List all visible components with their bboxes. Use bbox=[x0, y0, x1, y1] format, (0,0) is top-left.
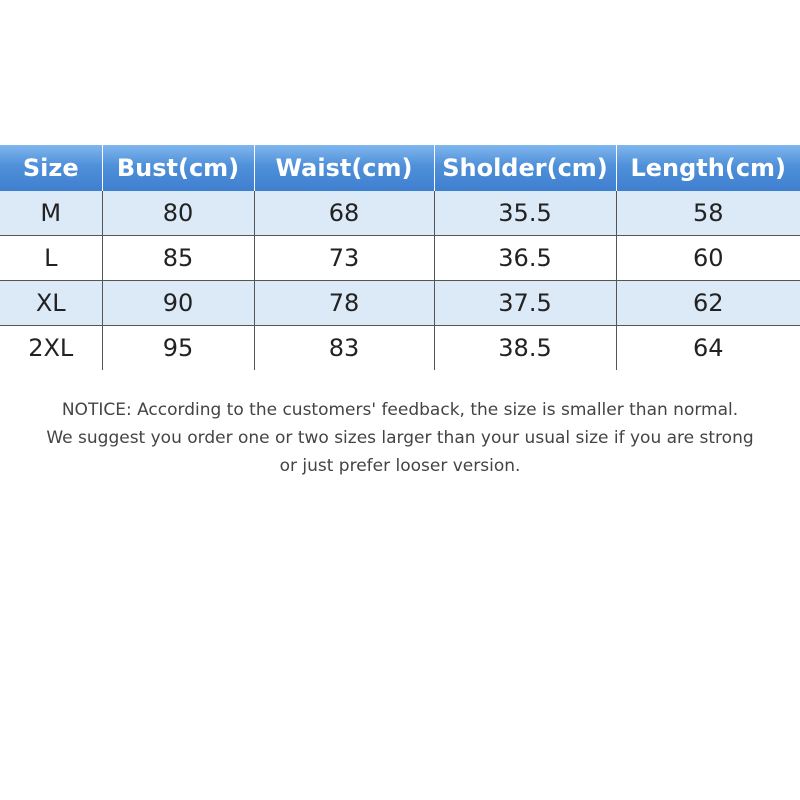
table-row bbox=[0, 281, 800, 326]
notice-line: or just prefer looser version. bbox=[279, 456, 521, 476]
header-size: Size bbox=[0, 145, 102, 191]
size-chart-table bbox=[0, 145, 800, 370]
cell-size: L bbox=[0, 236, 102, 281]
cell-bust: 80 bbox=[102, 191, 254, 236]
cell-size: M bbox=[0, 191, 102, 236]
notice-line: We suggest you order one or two sizes larger than your usual size if you are strong bbox=[46, 428, 754, 448]
cell-size: 2XL bbox=[0, 326, 102, 371]
header-shoulder: Sholder(cm) bbox=[434, 145, 616, 191]
cell-size: XL bbox=[0, 281, 102, 326]
header-bust: Bust(cm) bbox=[102, 145, 254, 191]
cell-waist: 78 bbox=[254, 281, 434, 326]
cell-shoulder: 36.5 bbox=[434, 236, 616, 281]
cell-bust: 85 bbox=[102, 236, 254, 281]
table-row bbox=[0, 191, 800, 236]
cell-length: 64 bbox=[616, 326, 800, 371]
cell-shoulder: 35.5 bbox=[434, 191, 616, 236]
cell-waist: 73 bbox=[254, 236, 434, 281]
cell-length: 58 bbox=[616, 191, 800, 236]
cell-shoulder: 38.5 bbox=[434, 326, 616, 371]
header-row bbox=[0, 145, 800, 191]
table-row bbox=[0, 326, 800, 371]
cell-shoulder: 37.5 bbox=[434, 281, 616, 326]
cell-length: 62 bbox=[616, 281, 800, 326]
cell-waist: 68 bbox=[254, 191, 434, 236]
notice-line: NOTICE: According to the customers' feedback, the size is smaller than normal. bbox=[61, 400, 739, 420]
cell-waist: 83 bbox=[254, 326, 434, 371]
table-row bbox=[0, 236, 800, 281]
cell-bust: 95 bbox=[102, 326, 254, 371]
cell-length: 60 bbox=[616, 236, 800, 281]
header-waist: Waist(cm) bbox=[254, 145, 434, 191]
cell-bust: 90 bbox=[102, 281, 254, 326]
size-notice bbox=[0, 396, 800, 480]
header-length: Length(cm) bbox=[616, 145, 800, 191]
